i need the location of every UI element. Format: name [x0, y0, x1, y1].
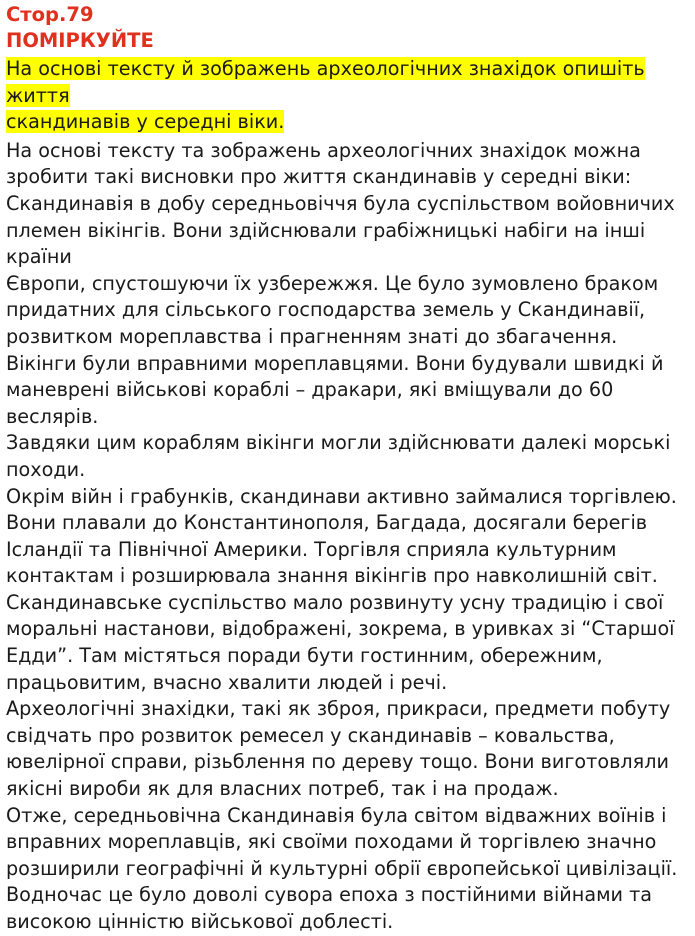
answer-line: працьовитим, вчасно хвалити людей і речі.	[6, 670, 448, 694]
answer-line: Вікінги були вправними мореплавцями. Вони будували швидкі й	[6, 351, 664, 375]
answer-line: Вони плавали до Константинополя, Багдада, досягали берегів	[6, 511, 648, 535]
answer-line: Завдяки цим кораблям вікінги могли здійснювати далекі морські	[6, 431, 671, 455]
page-number-label: Стор.79	[6, 3, 94, 26]
question-line: На основі тексту й зображень археологічних знахідок опишіть життя	[6, 57, 645, 107]
answer-line: якісні вироби як для власних потреб, так і на продаж.	[6, 777, 559, 801]
answer-line: контактам і розширювала знання вікінгів про навколишній світ.	[6, 564, 658, 588]
answer-line: придатних для сільського господарства земель у Скандинавії,	[6, 298, 646, 322]
answer-line: Скандинавія в добу середньовіччя була суспільством войовничих	[6, 191, 675, 215]
answer-line: високою цінністю військової доблесті.	[6, 910, 394, 933]
answer-line: Окрім війн і грабунків, скандинави активно займалися торгівлею.	[6, 484, 677, 508]
answer-line: Скандинавське суспільство мало розвинуту усну традицію і свої	[6, 590, 664, 614]
answer-line: зробити такі висновки про життя скандинавів у середні віки:	[6, 165, 632, 189]
answer-line: На основі тексту та зображень археологічних знахідок можна	[6, 138, 641, 162]
answer-line: моральні настанови, відображені, зокрема, в уривках зі “Старшої	[6, 617, 675, 641]
section-title: ПОМІРКУЙТЕ	[6, 29, 154, 52]
answer-line: Едди”. Там містяться поради бути гостинним, обережним,	[6, 644, 603, 668]
answer-line: Водночас це було доволі сувора епоха з постійними війнами та	[6, 883, 653, 907]
answer-line: Європи, спустошуючи їх узбережжя. Це було зумовлено браком	[6, 271, 659, 295]
answer-line: походи.	[6, 457, 86, 481]
answer-line: ювелірної справи, різьблення по дереву тощо. Вони виготовляли	[6, 750, 669, 774]
answer-line: свідчать про розвиток ремесел у скандинавів – ковальства,	[6, 723, 615, 747]
document-page	[6, 2, 692, 936]
question-block	[6, 56, 692, 136]
answer-line: маневрені військові кораблі – дракари, які вміщували до 60 веслярів.	[6, 378, 614, 428]
answer-line: племен вікінгів. Вони здійснювали грабіжницькі набіги на інші країни	[6, 218, 646, 269]
answer-line: розширили географічні й культурні обрії європейської цивілізації.	[6, 856, 678, 880]
answer-line: розвитком мореплавства і прагненням знаті до збагачення.	[6, 324, 618, 348]
question-line: скандинавів у середні віки.	[6, 110, 285, 134]
answer-line: вправних мореплавців, які своїми походами й торгівлею значно	[6, 830, 657, 854]
answer-block	[6, 138, 692, 936]
answer-line: Археологічні знахідки, такі як зброя, прикраси, предмети побуту	[6, 697, 671, 721]
answer-line: Отже, середньовічна Скандинавія була світом відважних воїнів і	[6, 803, 667, 827]
answer-line: Ісландії та Північної Америки. Торгівля сприяла культурним	[6, 537, 617, 561]
